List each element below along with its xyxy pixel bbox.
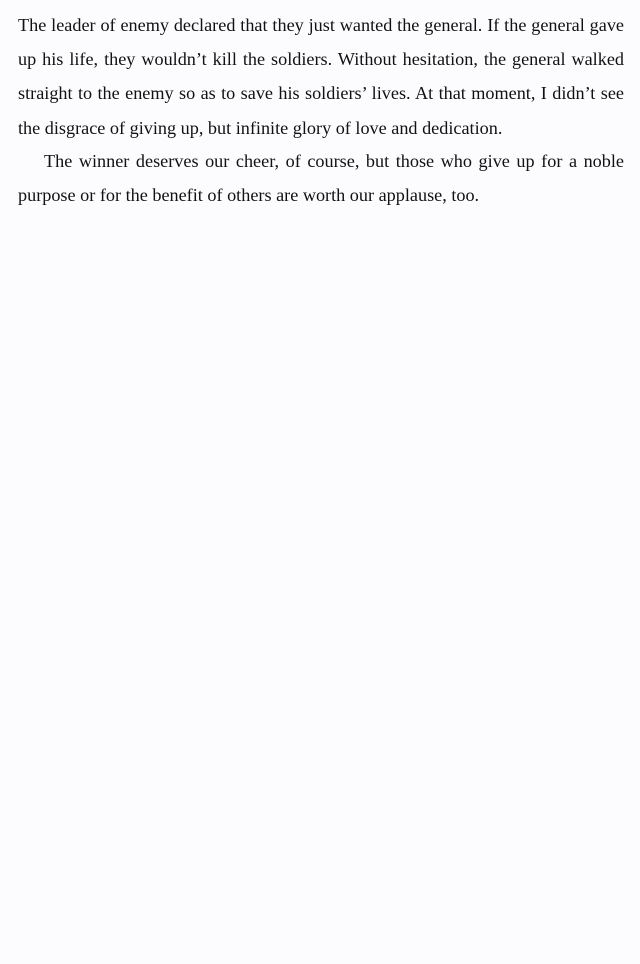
paragraph-conclusion: The winner deserves our cheer, of course, but those who give up for a noble purpose or for the benefit of others are worth our applause, too. [18, 151, 624, 206]
paragraph-general-story: The leader of enemy declared that they just wanted the general. If the general gave up his life, they wouldn’t kill the soldiers. Without hesitation, the general walked straight to the enemy so as to save his soldiers’ lives. At that moment, I didn’t see the disgrace of giving up, but infinite glory of love and dedication. [18, 15, 624, 138]
